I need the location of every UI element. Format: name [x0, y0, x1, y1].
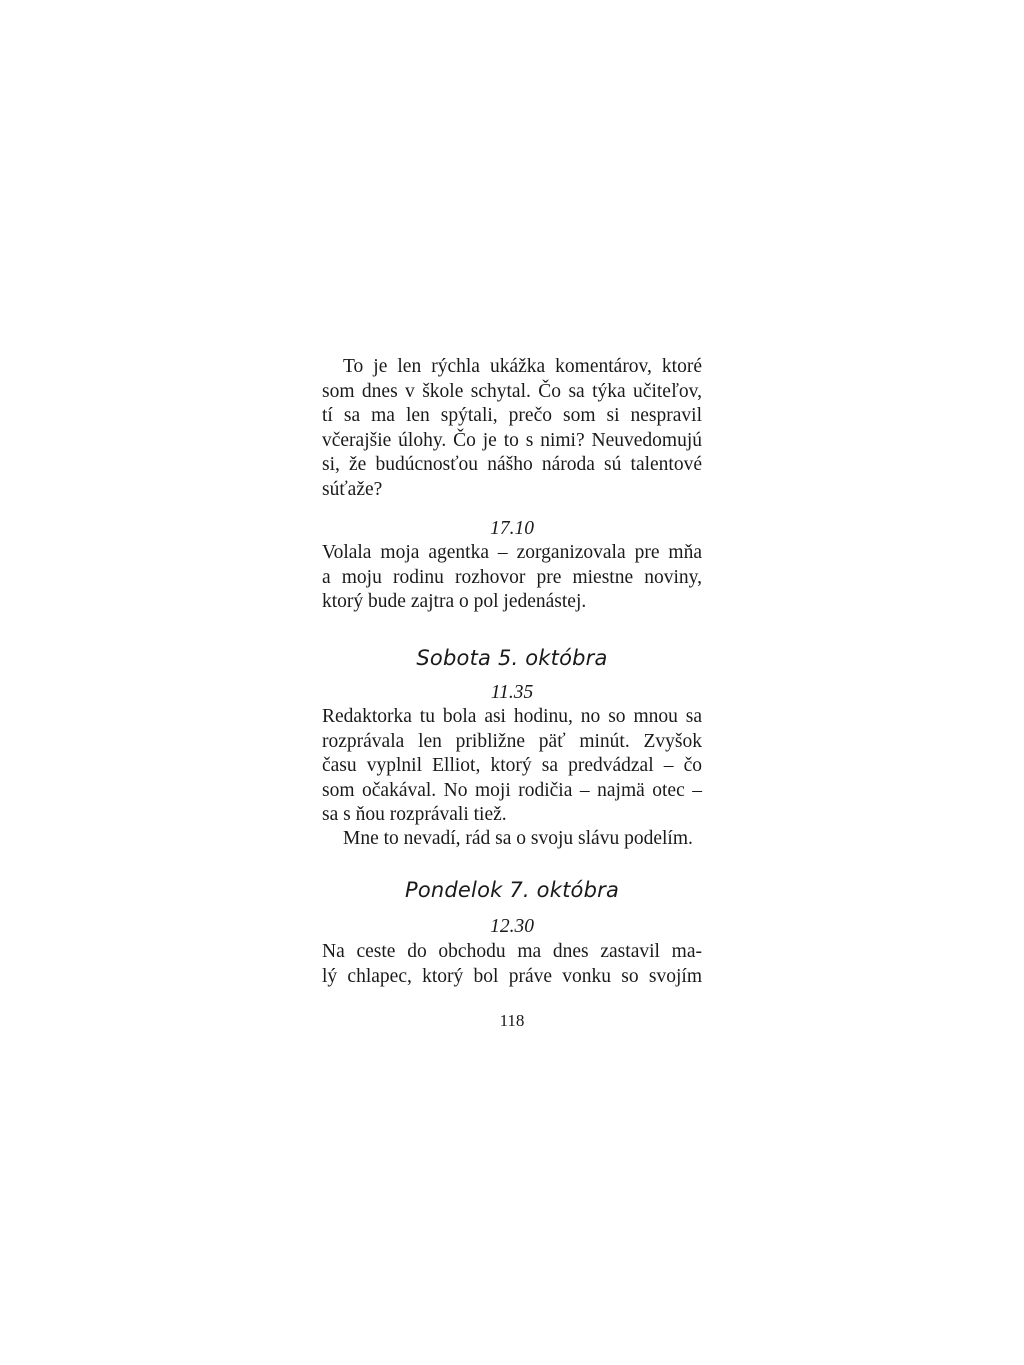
text-line: Mne to nevadí, rád sa o svoju slávu podelím. [343, 828, 693, 849]
text-line: Na ceste do obchodu ma dnes zastavil ma- [322, 941, 702, 962]
text-line: lý chlapec, ktorý bol práve vonku so svojím [322, 965, 702, 987]
text-line: tí sa ma len spýtali, prečo som si nespravil [322, 405, 702, 426]
diary-date-heading: Sobota 5. októbra [416, 646, 608, 670]
text-line: súťaže? [322, 478, 383, 500]
text-line: rozprávala len približne päť minút. Zvyšok [322, 730, 702, 752]
paragraph-shop [322, 940, 702, 989]
text-line: To je len rýchla ukážka komentárov, ktoré [343, 356, 702, 377]
text-line: času vyplnil Elliot, ktorý sa predvádzal – čo [322, 755, 702, 776]
text-line: Volala moja agentka – zorganizovala pre mňa [322, 542, 702, 563]
entry-time: 11.35 [490, 682, 534, 703]
text-line: som dnes v škole schytal. Čo sa týka učiteľov, [322, 380, 702, 402]
paragraph-comments [322, 355, 702, 502]
text-line: včerajšie úlohy. Čo je to s nimi? Neuvedomujú [322, 429, 702, 451]
paragraph-agent [322, 541, 702, 615]
page-number: 118 [499, 1011, 525, 1030]
text-line: Redaktorka tu bola asi hodinu, no so mnou sa [322, 706, 702, 727]
paragraph-editor [322, 705, 702, 828]
entry-time: 12.30 [490, 916, 534, 937]
text-line: sa s ňou rozprávali tiež. [322, 804, 507, 825]
text-line: a moju rodinu rozhovor pre miestne noviny, [322, 566, 702, 588]
paragraph-glory [322, 827, 702, 852]
entry-time: 17.10 [490, 518, 534, 539]
diary-date-heading: Pondelok 7. októbra [404, 878, 620, 902]
text-line: si, že budúcnosťou nášho národa sú talentové [322, 454, 702, 475]
text-line: som očakával. No moji rodičia – najmä otec – [322, 779, 702, 801]
text-line: ktorý bude zajtra o pol jedenástej. [322, 591, 587, 612]
